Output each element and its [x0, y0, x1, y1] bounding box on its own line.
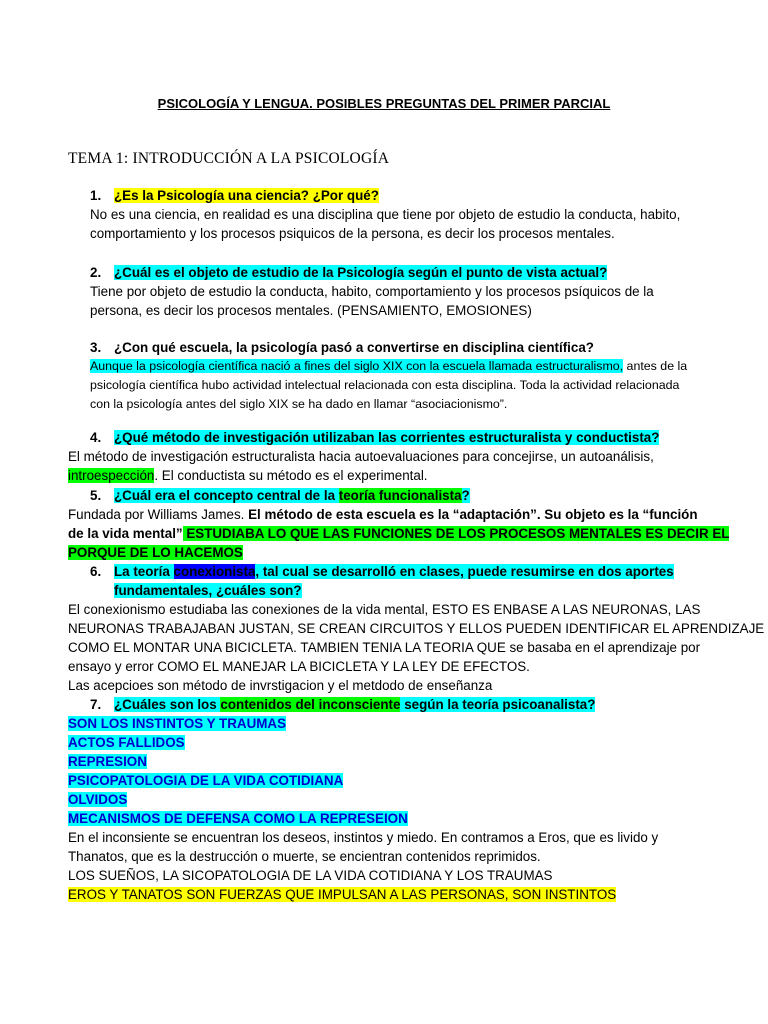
answer-text: Fundada por Williams James.	[68, 507, 249, 522]
question-number: 6.	[90, 564, 102, 579]
question-text: ¿Cuáles son los	[114, 697, 221, 712]
question-3-block	[0, 338, 768, 414]
highlighted-text: PORQUE DE LO HACEMOS	[68, 545, 243, 560]
question-number: 5.	[90, 488, 102, 503]
answer-line: con la psicología antes del siglo XIX se ha dado en llamar “asociacionismo”.	[90, 397, 508, 411]
question-6	[0, 562, 768, 581]
answer-line: persona, es decir los procesos mentales. (PENSAMIENTO, EMOSIONES)	[90, 303, 532, 318]
answer-line	[0, 885, 768, 904]
question-2-block	[0, 263, 768, 320]
question-text: ¿Es la Psicología una ciencia? ¿Por qué?	[114, 188, 379, 203]
answer-line: No es una ciencia, en realidad es una disciplina que tiene por objeto de estudio la conducta, habito,	[90, 207, 681, 222]
answer-line: Tiene por objeto de estudio la conducta, habito, comportamiento y los procesos psíquicos de la	[90, 284, 654, 299]
question-text: según la teoría psicoanalista?	[400, 697, 596, 712]
answer-line	[0, 505, 768, 524]
question-text-end: ?	[461, 488, 470, 503]
question-text: fundamentales, ¿cuáles son?	[114, 583, 302, 598]
question-1-block	[0, 186, 768, 243]
question-5-block	[0, 486, 768, 562]
list-item	[0, 733, 768, 752]
answer-line	[0, 466, 768, 485]
answer-line: ensayo y error COMO EL MANEJAR LA BICICLETA Y LA LEY DE EFECTOS.	[68, 659, 530, 674]
list-item-text: MECANISMOS DE DEFENSA COMO LA REPRESEION	[68, 811, 408, 826]
list-item-text: OLVIDOS	[68, 792, 128, 807]
answer-line: En el inconsiente se encuentran los deseos, instintos y miedo. En contramos a Eros, que es livido y	[68, 830, 659, 845]
list-item	[0, 714, 768, 733]
section-heading: TEMA 1: INTRODUCCIÓN A LA PSICOLOGÍA	[68, 150, 390, 167]
question-4	[0, 428, 768, 447]
answer-text: . El conductista su método es el experimental.	[154, 468, 428, 483]
highlighted-term: teoría funcionalista	[338, 488, 462, 503]
question-1	[0, 186, 768, 205]
list-item-text: PSICOPATOLOGIA DE LA VIDA COTIDIANA	[68, 773, 344, 788]
answer-line: El método de investigación estructuralista hacia autoevaluaciones para concejirse, un autoanálisis,	[68, 449, 654, 464]
answer-line	[0, 543, 768, 562]
answer-line: comportamiento y los procesos psiquicos de la persona, es decir los procesos mentales.	[90, 226, 615, 241]
question-number: 1.	[90, 188, 102, 203]
question-text: , tal cual se desarrolló en clases, puede resumirse en dos aportes	[255, 564, 674, 579]
highlighted-text: introespección	[68, 468, 155, 483]
question-6-cont	[0, 581, 768, 600]
highlighted-term: contenidos del inconsciente	[220, 697, 401, 712]
highlighted-text: Aunque la psicología científica nació a fines del siglo XIX con la escuela llamada estructuralismo,	[90, 359, 624, 373]
question-4-block	[0, 428, 768, 485]
question-number: 3.	[90, 340, 102, 355]
list-item	[0, 809, 768, 828]
highlighted-text: ESTUDIABA LO QUE LAS FUNCIONES DE LOS PROCESOS MENTALES ES DECIR EL	[182, 526, 730, 541]
bold-text: de la vida mental”	[68, 526, 183, 541]
question-text: ¿Con qué escuela, la psicología pasó a convertirse en disciplina científica?	[114, 340, 594, 355]
question-5	[0, 486, 768, 505]
list-item-text: SON LOS INSTINTOS Y TRAUMAS	[68, 716, 286, 731]
answer-line: Thanatos, que es la destrucción o muerte, se encientran contenidos reprimidos.	[68, 849, 541, 864]
list-item	[0, 790, 768, 809]
question-3	[0, 338, 768, 357]
answer-line: Las acepcioes son método de invrstigacion y el metdodo de enseñanza	[68, 678, 493, 693]
question-text: La teoría	[114, 564, 174, 579]
question-7-block	[0, 695, 768, 904]
document-title: PSICOLOGÍA Y LENGUA. POSIBLES PREGUNTAS DEL PRIMER PARCIAL	[157, 96, 611, 111]
answer-line: NEURONAS TRABAJABAN JUSTAN, SE CREAN CIRCUITOS Y ELLOS PUEDEN IDENTIFICAR EL APRENDIZAJE	[68, 621, 765, 636]
question-7	[0, 695, 768, 714]
question-number: 7.	[90, 697, 102, 712]
list-item-text: ACTOS FALLIDOS	[68, 735, 185, 750]
question-text: ¿Cuál es el objeto de estudio de la Psicología según el punto de vista actual?	[114, 265, 608, 280]
answer-line: COMO EL MONTAR UNA BICICLETA. TAMBIEN TENIA LA TEORIA QUE se basaba en el aprendizaje por	[68, 640, 701, 655]
question-6-block	[0, 562, 768, 695]
question-2	[0, 263, 768, 282]
highlighted-text: EROS Y TANATOS SON FUERZAS QUE IMPULSAN A LAS PERSONAS, SON INSTINTOS	[68, 887, 617, 902]
answer-line: psicología científica hubo actividad intelectual relacionada con esta disciplina. Toda la actividad relacionada	[90, 378, 680, 392]
bold-text: El método de esta escuela es la “adaptación”. Su objeto es la “función	[248, 507, 698, 522]
list-item	[0, 771, 768, 790]
answer-line	[0, 357, 768, 376]
answer-line	[0, 524, 768, 543]
question-number: 2.	[90, 265, 102, 280]
question-text: ¿Qué método de investigación utilizaban las corrientes estructuralista y conductista?	[114, 430, 660, 445]
question-text: ¿Cuál era el concepto central de la	[114, 488, 339, 503]
answer-line: LOS SUEÑOS, LA SICOPATOLOGIA DE LA VIDA COTIDIANA Y LOS TRAUMAS	[68, 868, 553, 883]
question-number: 4.	[90, 430, 102, 445]
answer-line: El conexionismo estudiaba las conexiones de la vida mental, ESTO ES ENBASE A LAS NEURONAS, LAS	[68, 602, 701, 617]
answer-text: antes de la	[623, 359, 688, 373]
highlighted-term: conexionista	[173, 564, 256, 579]
list-item	[0, 752, 768, 771]
list-item-text: REPRESION	[68, 754, 147, 769]
